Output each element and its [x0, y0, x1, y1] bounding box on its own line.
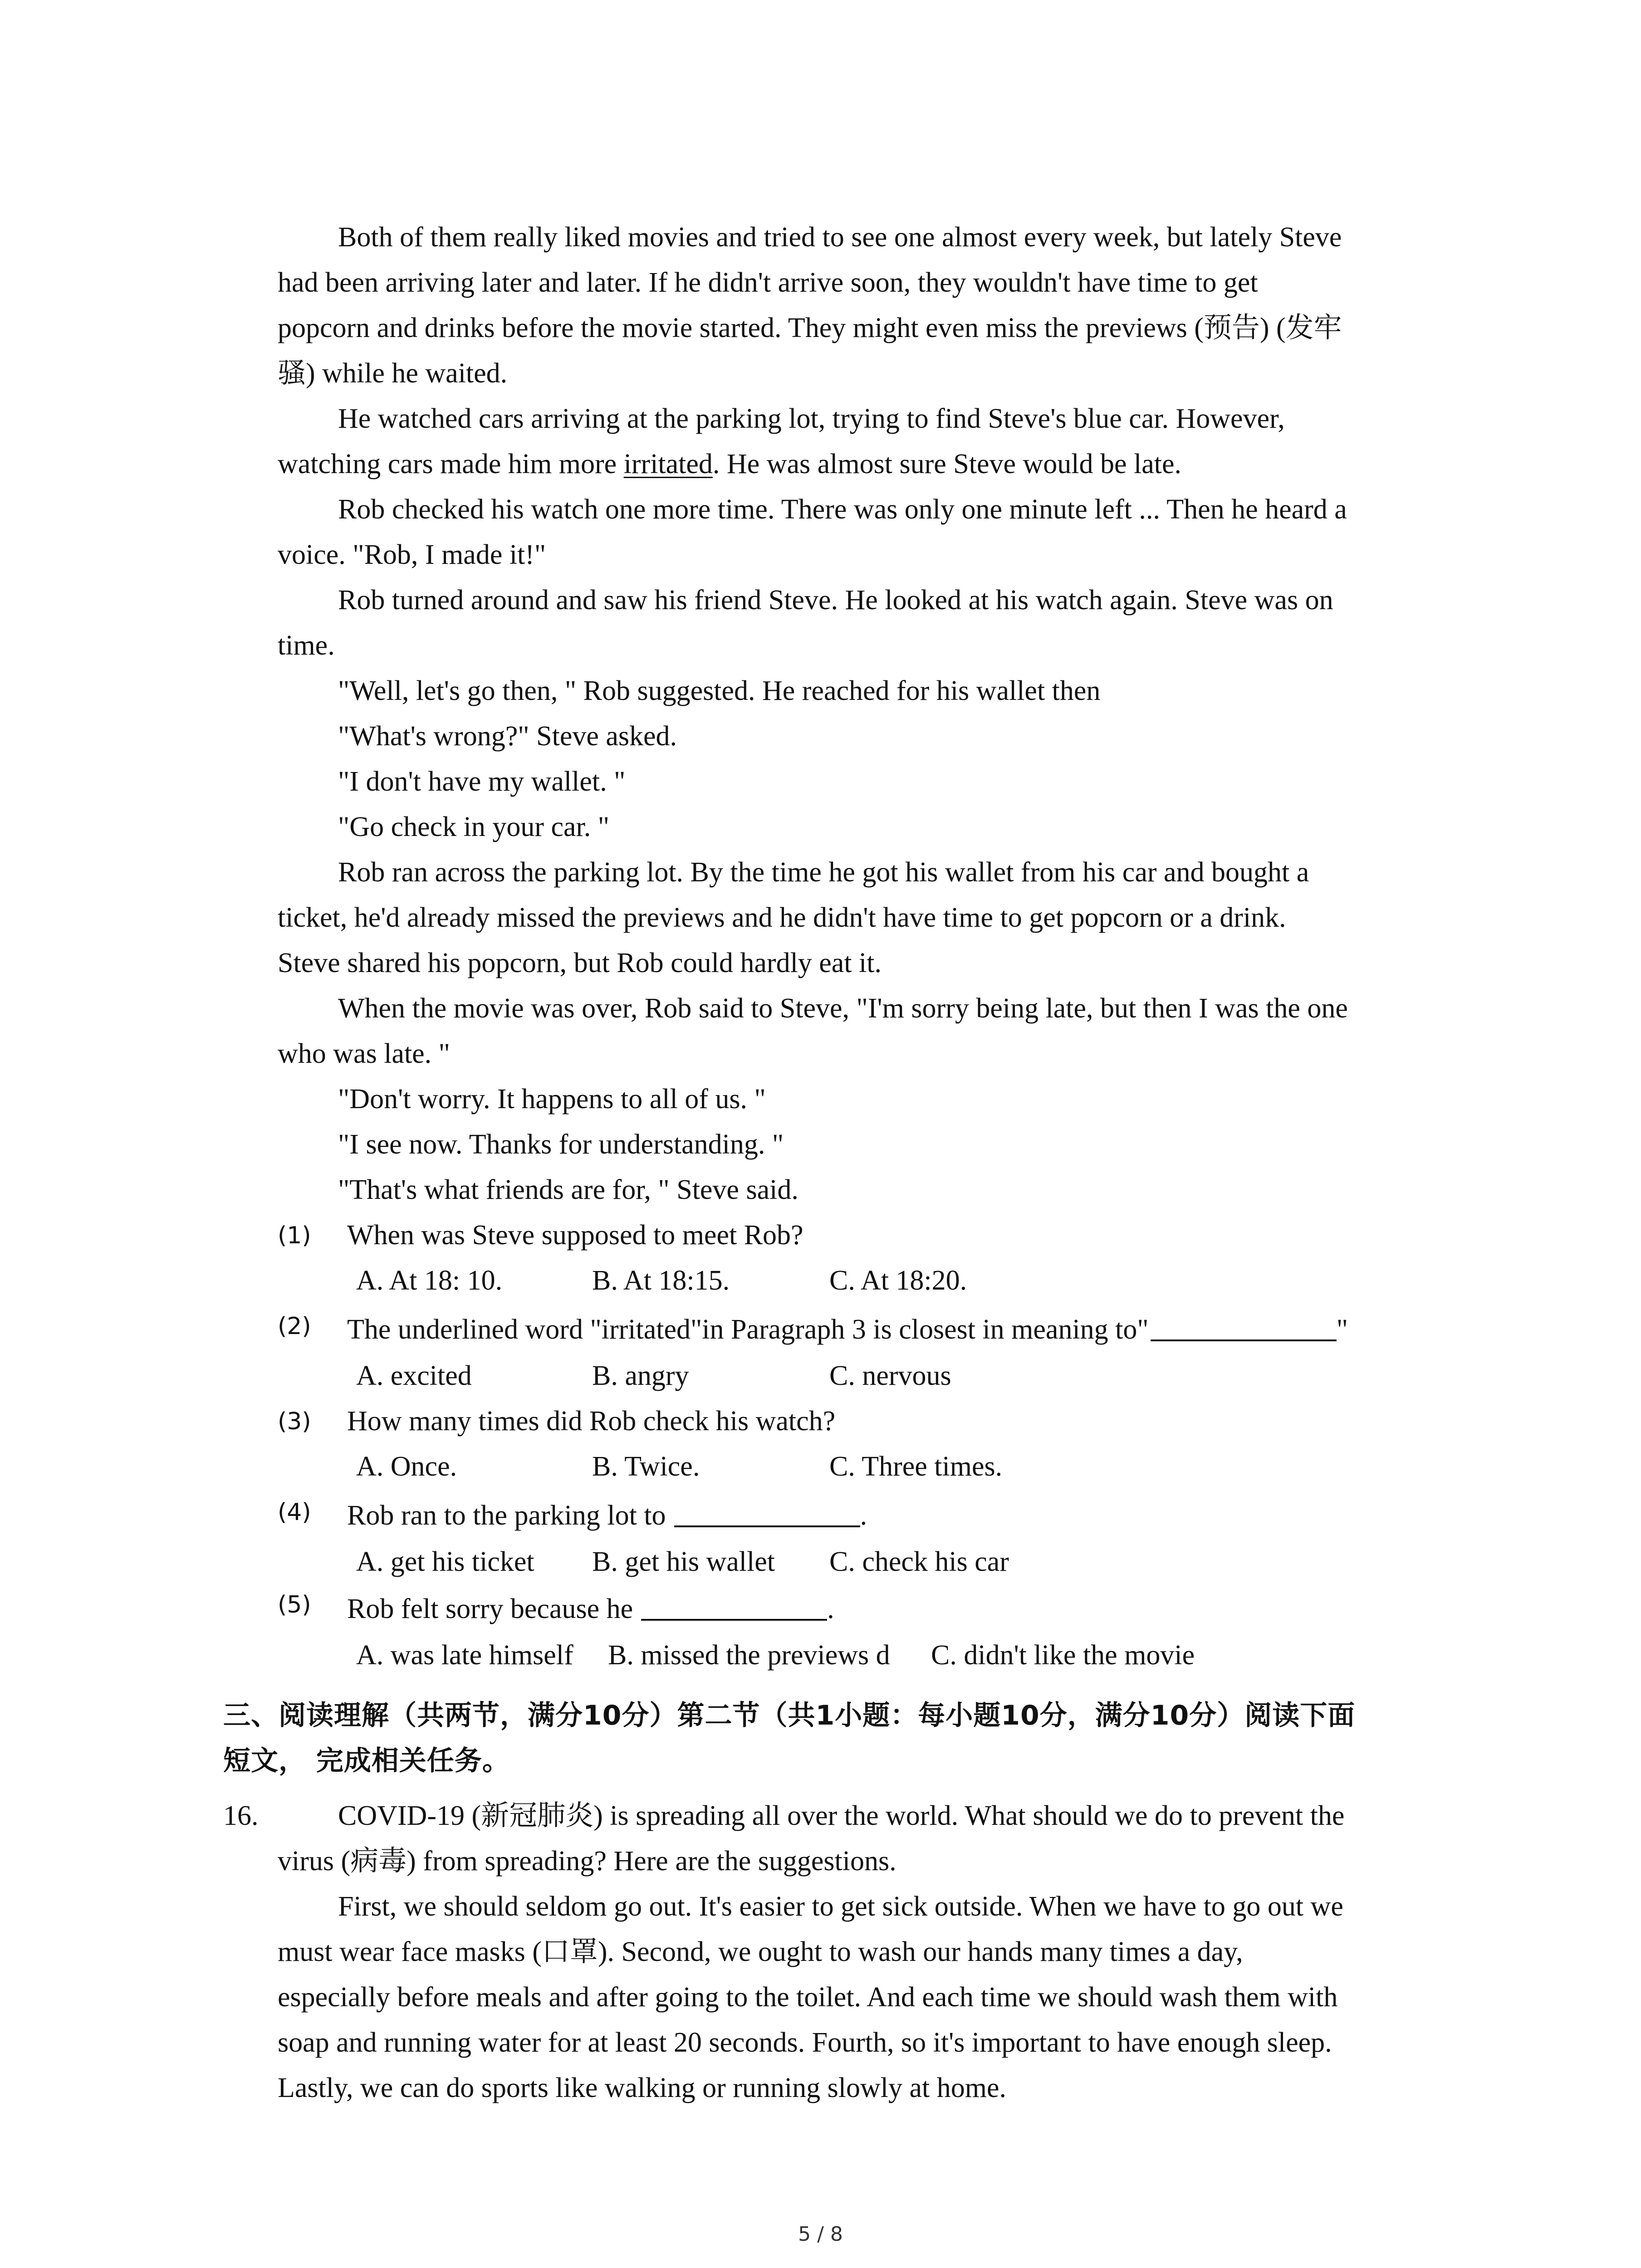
passage-line: When the movie was over, Rob said to Steve, "I'm sorry being late, but then I was the one	[338, 993, 1348, 1024]
passage-line: popcorn and drinks before the movie started. They might even miss the previews (预告) (发牢	[278, 313, 1342, 343]
option-b: B. get his wallet	[592, 1546, 775, 1577]
passage-text: . He was almost sure Steve would be late.	[712, 449, 1182, 479]
question-tail: .	[860, 1500, 867, 1531]
option-b: B. Twice.	[592, 1451, 700, 1482]
passage-line: must wear face masks (口罩). Second, we ought to wash our hands many times a day,	[278, 1936, 1243, 1967]
question-number: (2)	[278, 1313, 311, 1340]
passage-line: Lastly, we can do sports like walking or running slowly at home.	[278, 2072, 1006, 2103]
passage-line: "Don't worry. It happens to all of us. "	[338, 1084, 766, 1114]
section-heading: 三、阅读理解（共两节，满分10分）第二节（共1小题：每小题10分，满分10分）阅读下面	[223, 1700, 1356, 1731]
passage-line: soap and running water for at least 20 seconds. Fourth, so it's important to have enough sleep.	[278, 2027, 1332, 2058]
question-stem: When was Steve supposed to meet Rob?	[347, 1220, 803, 1251]
section-heading: 短文， 完成相关任务。	[223, 1745, 510, 1777]
passage-line: "That's what friends are for, " Steve said.	[338, 1174, 798, 1205]
passage-line: He watched cars arriving at the parking lot, trying to find Steve's blue car. However,	[338, 403, 1285, 434]
question-number: 16.	[223, 1800, 259, 1831]
answer-blank	[674, 1525, 860, 1527]
passage-line: First, we should seldom go out. It's easier to get sick outside. When we have to go out we	[338, 1891, 1343, 1922]
question-number: (3)	[278, 1408, 311, 1435]
question-text	[347, 1595, 834, 1623]
question-stem: How many times did Rob check his watch?	[347, 1406, 836, 1437]
question-stem: Rob felt sorry because he	[347, 1593, 633, 1624]
passage-line: "I see now. Thanks for understanding. "	[338, 1129, 784, 1160]
passage-line: "What's wrong?" Steve asked.	[338, 721, 677, 752]
passage-line: who was late. "	[278, 1038, 450, 1069]
option-b: B. At 18:15.	[592, 1265, 730, 1296]
option-a: A. At 18: 10.	[356, 1265, 503, 1296]
passage-line: Rob ran across the parking lot. By the time he got his wallet from his car and bought a	[338, 857, 1309, 888]
option-c: C. check his car	[829, 1546, 1009, 1577]
passage-line: "I don't have my wallet. "	[338, 766, 626, 797]
passage-line: Steve shared his popcorn, but Rob could hardly eat it.	[278, 948, 882, 978]
passage-line: time.	[278, 630, 335, 661]
answer-blank	[1151, 1339, 1337, 1341]
question-tail: .	[827, 1593, 834, 1624]
passage-line: Rob turned around and saw his friend Steve. He looked at his watch again. Steve was on	[338, 585, 1333, 616]
question-text	[347, 1315, 1348, 1344]
question-number: (4)	[278, 1499, 311, 1526]
passage-line: voice. "Rob, I made it!"	[278, 539, 546, 570]
passage-line: "Well, let's go then, " Rob suggested. He reached for his wallet then	[338, 675, 1101, 706]
question-tail: "	[1336, 1314, 1348, 1345]
question-text	[347, 1407, 835, 1435]
option-c: C. nervous	[829, 1360, 951, 1391]
passage-line: especially before meals and after going to the toilet. And each time we should wash them with	[278, 1982, 1338, 2013]
question-number: (5)	[278, 1591, 311, 1618]
option-c: C. didn't like the movie	[931, 1640, 1195, 1671]
question-number: (1)	[278, 1222, 311, 1249]
option-c: C. At 18:20.	[829, 1265, 967, 1296]
page-number: 5 / 8	[798, 2223, 843, 2246]
underlined-word: irritated	[623, 449, 713, 479]
question-text	[347, 1221, 803, 1249]
passage-line: virus (病毒) from spreading? Here are the suggestions.	[278, 1846, 896, 1877]
passage-line: ticket, he'd already missed the previews and he didn't have time to get popcorn or a drink.	[278, 902, 1286, 933]
question-stem: Rob ran to the parking lot to	[347, 1500, 666, 1531]
option-a: A. get his ticket	[356, 1546, 534, 1577]
passage-line	[278, 450, 1181, 478]
option-c: C. Three times.	[829, 1451, 1003, 1482]
passage-text: watching cars made him more	[278, 449, 624, 479]
option-a: A. was late himself	[356, 1640, 573, 1671]
option-a: A. excited	[356, 1360, 472, 1391]
answer-blank	[641, 1619, 827, 1621]
question-stem: The underlined word "irritated"in Paragraph 3 is closest in meaning to"	[347, 1314, 1149, 1345]
passage-line: Both of them really liked movies and tried to see one almost every week, but lately Steve	[338, 222, 1342, 253]
option-b: B. angry	[592, 1360, 689, 1391]
passage-line: "Go check in your car. "	[338, 811, 610, 842]
option-b: B. missed the previews d	[608, 1640, 890, 1671]
passage-line: COVID-19 (新冠肺炎) is spreading all over the world. What should we do to prevent the	[338, 1800, 1345, 1831]
question-text	[347, 1501, 867, 1530]
option-a: A. Once.	[356, 1451, 457, 1482]
passage-line: Rob checked his watch one more time. There was only one minute left ... Then he heard a	[338, 494, 1347, 525]
passage-line: 骚) while he waited.	[278, 358, 508, 389]
passage-line: had been arriving later and later. If he didn't arrive soon, they wouldn't have time to get	[278, 267, 1258, 298]
